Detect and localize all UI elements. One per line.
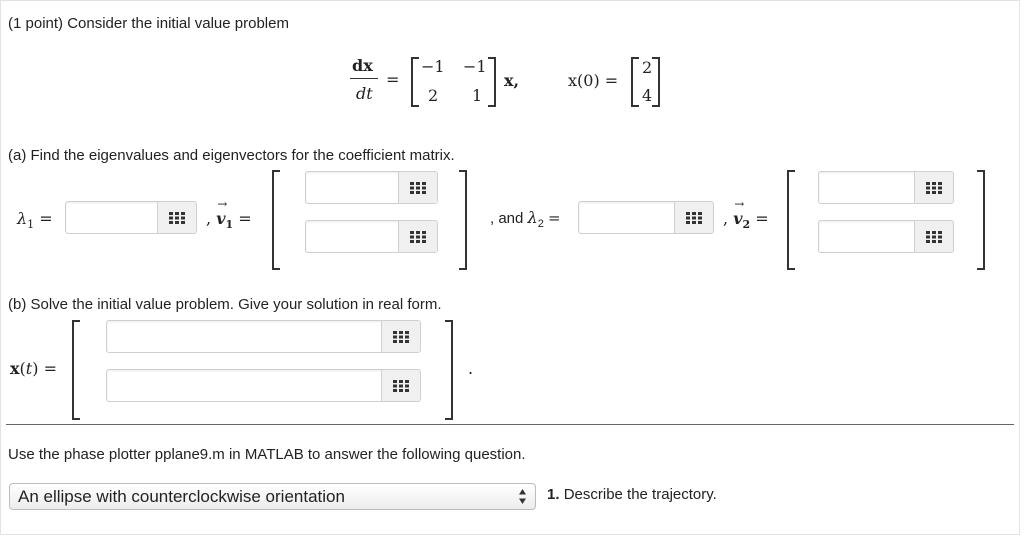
v2-right-bracket <box>977 170 985 270</box>
updown-arrows-icon <box>518 488 527 505</box>
initial-right-bracket <box>652 57 660 107</box>
lambda1-field[interactable] <box>65 201 197 234</box>
matrix-grid-icon <box>926 182 942 194</box>
solution-period: . <box>468 359 474 378</box>
matrix-grid-icon <box>169 212 185 224</box>
matrix-grid-icon <box>410 182 426 194</box>
initial-left-bracket <box>631 57 639 107</box>
dt-denominator: dt <box>356 84 373 103</box>
lambda2-matrix-button[interactable] <box>674 202 713 233</box>
matrix-grid-icon <box>686 212 702 224</box>
equals-sign: = <box>386 70 400 89</box>
initial-x1: 2 <box>642 58 653 77</box>
matrix-a22: 1 <box>472 86 483 105</box>
v2-component2-matrix-button[interactable] <box>914 221 953 252</box>
matrix-left-bracket <box>411 57 419 107</box>
solution-component1-field[interactable] <box>106 320 421 353</box>
solution-component1-matrix-button[interactable] <box>381 321 420 352</box>
v2-component1-field[interactable] <box>818 171 954 204</box>
question-label: 1. Describe the trajectory. <box>547 486 717 503</box>
v2-component2-field[interactable] <box>818 220 954 253</box>
v2-label: , v → $_2$ = <box>723 197 769 232</box>
lambda1-input[interactable] <box>70 202 159 235</box>
dx-numerator: dx <box>352 56 373 75</box>
lambda2-field[interactable] <box>578 201 714 234</box>
solution-left-bracket <box>72 320 80 420</box>
lambda2-input[interactable] <box>583 202 675 235</box>
v1-component1-input[interactable] <box>310 172 399 205</box>
solution-right-bracket <box>445 320 453 420</box>
matrix-a21: 2 <box>428 86 439 105</box>
v1-label: , v → $_1$ = <box>206 197 252 232</box>
v2-component1-matrix-button[interactable] <box>914 172 953 203</box>
v1-right-bracket <box>459 170 467 270</box>
solution-component2-field[interactable] <box>106 369 421 402</box>
lambda1-label: $\lambda_1$ = <box>17 209 53 232</box>
matrix-grid-icon <box>926 231 942 243</box>
problem-intro: (1 point) Consider the initial value problem <box>8 15 289 32</box>
initial-condition-lhs: x(0) = <box>568 71 619 90</box>
x-of-t-label: x(t) = <box>10 359 57 378</box>
matrix-grid-icon <box>393 331 409 343</box>
v1-component1-matrix-button[interactable] <box>398 172 437 203</box>
trajectory-select[interactable] <box>9 483 536 510</box>
part-a-prompt: (a) Find the eigenvalues and eigenvectors for the coefficient matrix. <box>8 147 455 164</box>
v2-component2-input[interactable] <box>823 221 915 254</box>
matrix-a12: −1 <box>463 57 487 76</box>
matrix-grid-icon <box>393 380 409 392</box>
v1-component2-input[interactable] <box>310 221 399 254</box>
trajectory-select-value: An ellipse with counterclockwise orientation <box>18 487 345 506</box>
v1-left-bracket <box>272 170 280 270</box>
solution-component2-input[interactable] <box>111 370 380 403</box>
part-b-prompt: (b) Solve the initial value problem. Give your solution in real form. <box>8 296 442 313</box>
v2-component1-input[interactable] <box>823 172 915 205</box>
solution-component2-matrix-button[interactable] <box>381 370 420 401</box>
fraction-bar <box>350 78 378 79</box>
lambda1-matrix-button[interactable] <box>157 202 196 233</box>
v1-component2-field[interactable] <box>305 220 438 253</box>
matrix-right-bracket <box>488 57 496 107</box>
matrix-grid-icon <box>410 231 426 243</box>
lambda2-label: , and $\lambda_2$ = <box>490 208 561 230</box>
v2-left-bracket <box>787 170 795 270</box>
initial-x2: 4 <box>642 86 653 105</box>
v1-component1-field[interactable] <box>305 171 438 204</box>
x-vector: x, <box>504 71 520 90</box>
matrix-a11: −1 <box>421 57 445 76</box>
solution-component1-input[interactable] <box>111 321 380 354</box>
v1-component2-matrix-button[interactable] <box>398 221 437 252</box>
section-divider <box>6 424 1014 425</box>
pplane-instruction: Use the phase plotter pplane9.m in MATLAB to answer the following question. <box>8 446 526 463</box>
